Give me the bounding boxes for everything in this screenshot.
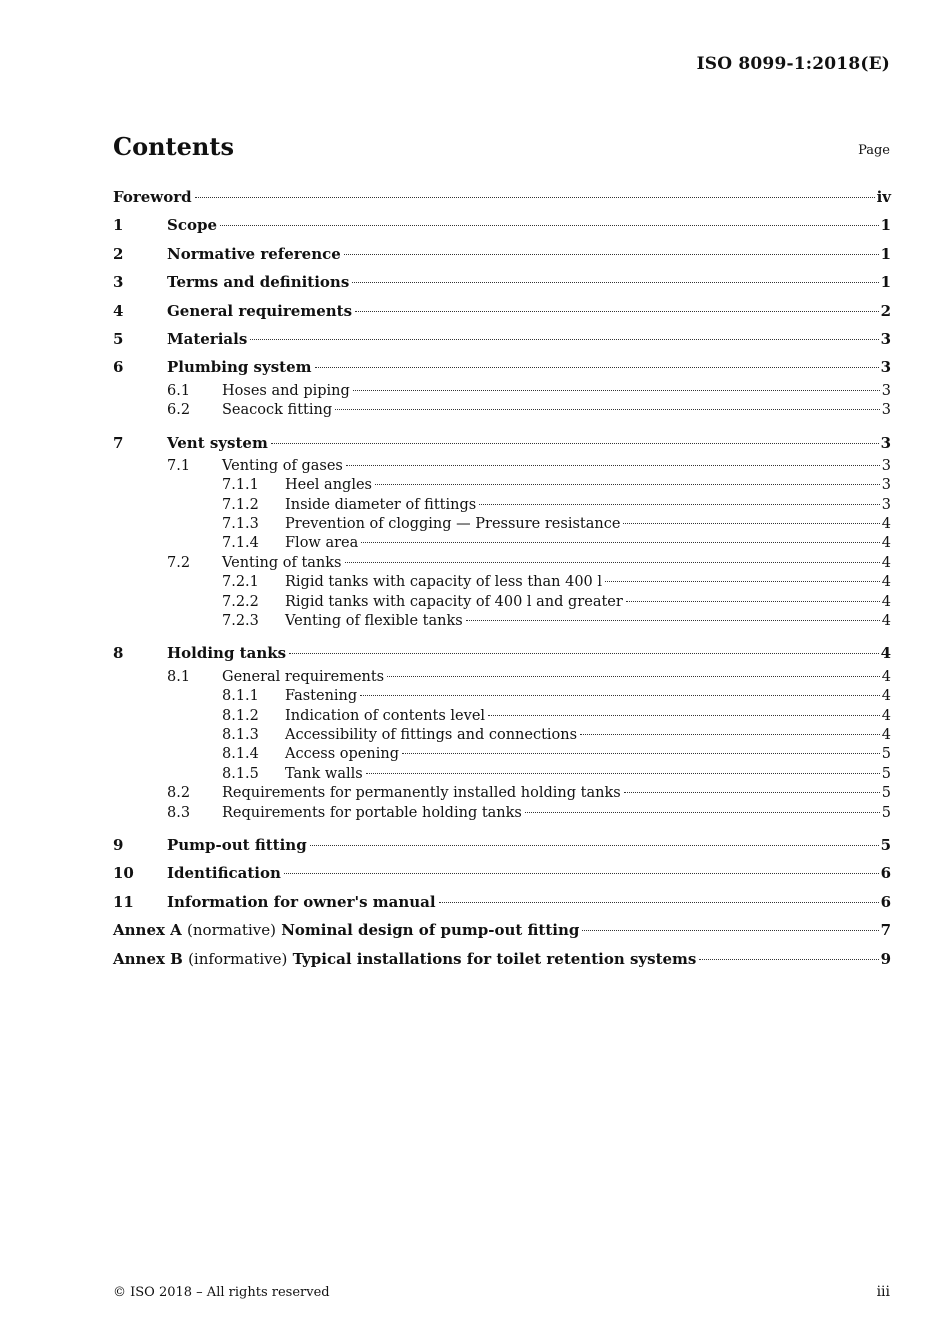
toc-entry[interactable] <box>113 916 891 944</box>
toc-entry-number: 5 <box>113 329 124 348</box>
annex-title: Nominal design of pump-out fitting <box>281 921 580 940</box>
toc-entry-number: 7.2.1 <box>222 574 259 591</box>
toc-entry[interactable] <box>113 804 891 823</box>
toc-entry-page: 4 <box>881 554 891 571</box>
dot-leader <box>284 873 879 874</box>
toc-entry-number: 10 <box>113 864 134 883</box>
dot-leader <box>310 845 879 846</box>
toc-entry[interactable] <box>113 573 891 592</box>
toc-entry-number: 8.1 <box>167 668 191 685</box>
toc-entry-title: General requirements <box>222 668 385 685</box>
toc-entry-page: 5 <box>881 804 891 821</box>
toc-entry-page: 1 <box>880 244 891 263</box>
toc-entry-page: 3 <box>880 433 891 452</box>
toc-entry[interactable] <box>113 268 891 296</box>
dot-leader <box>624 792 880 793</box>
toc-entry[interactable] <box>113 240 891 268</box>
dot-leader <box>353 390 880 391</box>
toc-entry-page: 1 <box>880 216 891 235</box>
toc-entry[interactable] <box>113 945 891 973</box>
toc-entry-number: 7 <box>113 433 124 452</box>
toc-entry-number: 8.1.2 <box>222 707 259 724</box>
toc-entry-page: 6 <box>880 892 891 911</box>
toc-entry-title: Access opening <box>285 746 399 763</box>
dot-leader <box>271 443 879 444</box>
toc-entry-title: Heel angles <box>285 477 372 494</box>
toc-entry-title: Pump-out fitting <box>167 835 307 854</box>
dot-leader <box>346 465 880 466</box>
toc-entry-number: 8.2 <box>167 785 191 802</box>
toc-entry-number: 9 <box>113 835 124 854</box>
toc-entry[interactable] <box>113 639 891 667</box>
dot-leader <box>345 562 880 563</box>
dot-leader <box>250 339 878 340</box>
toc-entry[interactable] <box>113 687 891 706</box>
dot-leader <box>580 734 880 735</box>
toc-entry[interactable] <box>113 297 891 325</box>
contents-title: Contents <box>113 132 234 161</box>
toc-entry[interactable] <box>113 707 891 726</box>
toc-entry-page: 4 <box>881 535 891 552</box>
toc-entry-page: 4 <box>880 644 891 663</box>
toc-entry[interactable] <box>113 784 891 803</box>
toc-entry-page: 1 <box>880 273 891 292</box>
dot-leader <box>605 581 880 582</box>
dot-leader <box>402 753 880 754</box>
toc-entry-number: 7.1.1 <box>222 477 259 494</box>
dot-leader <box>466 620 880 621</box>
toc-entry-page: 4 <box>881 668 891 685</box>
toc-entry-title: Requirements for portable holding tanks <box>222 804 522 821</box>
toc-entry[interactable] <box>113 515 891 534</box>
toc-entry-page: 4 <box>881 613 891 630</box>
toc-entry-title: Venting of flexible tanks <box>285 613 463 630</box>
annex-label: Annex A <box>113 921 182 940</box>
toc-entry-title: Hoses and piping <box>222 382 350 399</box>
toc-entry-title: Materials <box>167 329 248 348</box>
toc-entry-page: 3 <box>881 496 891 513</box>
toc-entry-page: 5 <box>881 746 891 763</box>
annex-qualifier: (normative) <box>187 921 276 940</box>
toc-entry-number: 7.2 <box>167 554 191 571</box>
toc-entry[interactable] <box>113 496 891 515</box>
toc-entry-number: 8.1.3 <box>222 726 259 743</box>
toc-entry-number: 1 <box>113 216 124 235</box>
toc-entry-title: Accessibility of fittings and connections <box>285 726 578 743</box>
copyright-notice: © ISO 2018 – All rights reserved <box>113 1285 330 1300</box>
toc-entry-number: 7.1.4 <box>222 535 259 552</box>
toc-entry-page: 5 <box>880 835 891 854</box>
toc-entry-number: 7.1.3 <box>222 516 259 533</box>
toc-entry-title: Vent system <box>167 433 268 452</box>
toc-entry-number: 7.1.2 <box>222 496 259 513</box>
dot-leader <box>626 601 880 602</box>
footer-page-number: iii <box>876 1284 890 1300</box>
toc-entry[interactable] <box>113 726 891 745</box>
document-id: ISO 8099-1:2018(E) <box>696 54 890 74</box>
dot-leader <box>361 542 880 543</box>
dot-leader <box>335 409 880 410</box>
toc-entry-number: 2 <box>113 244 124 263</box>
toc-entry-title: Venting of tanks <box>222 554 342 571</box>
toc-entry-title <box>113 945 696 973</box>
dot-leader <box>623 523 879 524</box>
toc-entry[interactable] <box>113 612 891 631</box>
toc-entry[interactable] <box>113 593 891 612</box>
toc-entry-number: 4 <box>113 301 124 320</box>
toc-entry-title: Flow area <box>285 535 359 552</box>
annex-label: Annex B <box>113 949 183 968</box>
toc-entry-title: Identification <box>167 864 281 883</box>
toc-entry[interactable] <box>113 765 891 784</box>
toc-entry-page: 4 <box>881 593 891 610</box>
page-column-label: Page <box>858 143 890 158</box>
toc-entry-title: Foreword <box>113 188 192 206</box>
toc-entry[interactable] <box>113 888 891 916</box>
toc-entry-number: 8 <box>113 644 124 663</box>
dot-leader <box>488 715 880 716</box>
toc-entry-title: Indication of contents level <box>285 707 486 724</box>
dot-leader <box>366 773 880 774</box>
dot-leader <box>289 653 878 654</box>
toc-entry[interactable] <box>113 183 891 211</box>
dot-leader <box>344 254 879 255</box>
toc-entry-title: Scope <box>167 216 218 235</box>
toc-entry[interactable] <box>113 429 891 457</box>
toc-entry-number: 7.2.3 <box>222 613 259 630</box>
toc-entry-page: 3 <box>881 477 891 494</box>
toc-entry-number: 7.2.2 <box>222 593 259 610</box>
toc-entry-page: 3 <box>880 329 891 348</box>
toc-entry-page: 5 <box>881 785 891 802</box>
dot-leader <box>195 197 875 198</box>
toc-entry[interactable] <box>113 353 891 381</box>
toc-entry-title: Tank walls <box>285 765 363 782</box>
toc-entry[interactable] <box>113 476 891 495</box>
toc-entry[interactable] <box>113 211 891 239</box>
toc-entry-number: 11 <box>113 892 134 911</box>
dot-leader <box>582 930 878 931</box>
toc-entry-page: 3 <box>881 457 891 474</box>
annex-qualifier: (informative) <box>188 949 288 968</box>
toc-entry-title: Seacock fitting <box>222 402 333 419</box>
dot-leader <box>479 504 880 505</box>
table-of-contents <box>113 183 891 973</box>
dot-leader <box>387 676 880 677</box>
toc-entry-title: Normative reference <box>167 244 341 263</box>
toc-entry[interactable] <box>113 457 891 476</box>
toc-entry-page: 2 <box>880 301 891 320</box>
toc-entry[interactable] <box>113 668 891 687</box>
toc-entry-title: Information for owner's manual <box>167 892 436 911</box>
toc-entry-title: Prevention of clogging — Pressure resistance <box>285 516 621 533</box>
toc-entry-number: 7.1 <box>167 457 191 474</box>
toc-entry-number: 8.1.1 <box>222 688 259 705</box>
dot-leader <box>352 282 878 283</box>
toc-entry-page: 3 <box>880 358 891 377</box>
toc-entry-number: 8.3 <box>167 804 191 821</box>
toc-entry-page: 4 <box>881 516 891 533</box>
toc-entry-page: 6 <box>880 864 891 883</box>
toc-entry-page: 4 <box>881 688 891 705</box>
dot-leader <box>220 225 879 226</box>
dot-leader <box>360 695 880 696</box>
toc-entry[interactable] <box>113 401 891 420</box>
toc-entry-title: Terms and definitions <box>167 273 350 292</box>
dot-leader <box>699 959 878 960</box>
toc-entry[interactable] <box>113 325 891 353</box>
toc-entry[interactable] <box>113 382 891 401</box>
toc-entry[interactable] <box>113 534 891 553</box>
toc-entry-title: Plumbing system <box>167 358 312 377</box>
toc-entry-title: Holding tanks <box>167 644 287 663</box>
toc-entry-number: 6 <box>113 358 124 377</box>
toc-entry-number: 3 <box>113 273 124 292</box>
toc-entry-page: 4 <box>881 574 891 591</box>
dot-leader <box>525 812 880 813</box>
toc-entry-number: 8.1.5 <box>222 765 259 782</box>
toc-entry-title: Rigid tanks with capacity of less than 400 l <box>285 574 603 591</box>
dot-leader <box>355 311 879 312</box>
annex-title: Typical installations for toilet retention systems <box>292 949 697 968</box>
toc-entry[interactable] <box>113 831 891 859</box>
toc-entry-number: 6.1 <box>167 382 191 399</box>
toc-entry-page: 5 <box>881 765 891 782</box>
toc-entry-title: Inside diameter of fittings <box>285 496 477 513</box>
toc-entry-page: 7 <box>880 921 891 940</box>
toc-entry-page: 3 <box>881 402 891 419</box>
toc-entry-title: Rigid tanks with capacity of 400 l and greater <box>285 593 623 610</box>
toc-entry-number: 8.1.4 <box>222 746 259 763</box>
toc-entry-number: 6.2 <box>167 402 191 419</box>
toc-entry-title: Fastening <box>285 688 358 705</box>
toc-entry-title <box>113 916 579 944</box>
dot-leader <box>315 367 879 368</box>
dot-leader <box>375 484 880 485</box>
toc-entry-page: iv <box>876 188 891 206</box>
toc-entry[interactable] <box>113 745 891 764</box>
dot-leader <box>439 902 879 903</box>
toc-entry-title: Venting of gases <box>222 457 343 474</box>
toc-entry-title: General requirements <box>167 301 353 320</box>
toc-entry[interactable] <box>113 859 891 887</box>
toc-entry-page: 4 <box>881 726 891 743</box>
toc-entry-page: 9 <box>880 949 891 968</box>
toc-entry-page: 4 <box>881 707 891 724</box>
toc-entry[interactable] <box>113 554 891 573</box>
toc-entry-title: Requirements for permanently installed holding tanks <box>222 785 621 802</box>
toc-entry-page: 3 <box>881 382 891 399</box>
